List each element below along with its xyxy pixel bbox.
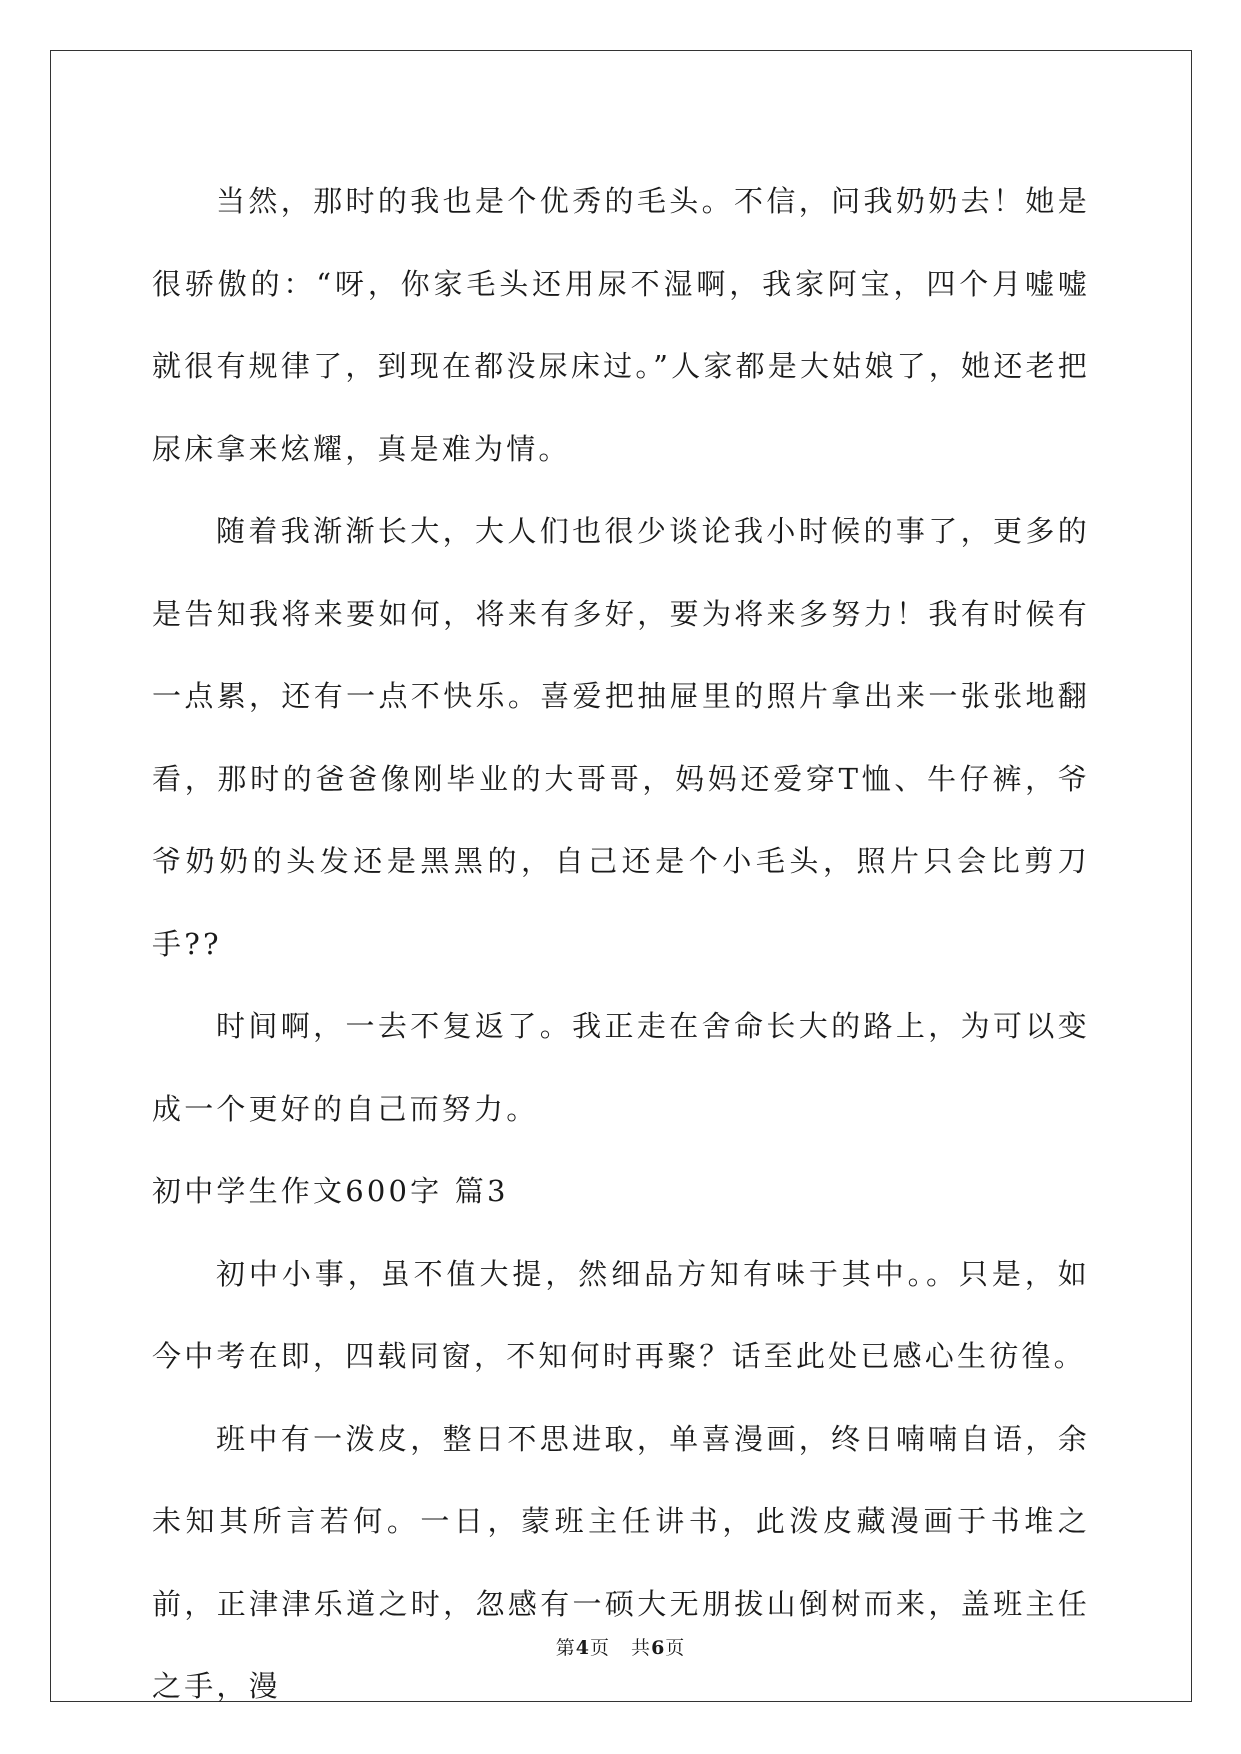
document-body bbox=[152, 160, 1090, 1728]
paragraph-1: 当然，那时的我也是个优秀的毛头。不信，问我奶奶去！她是很骄傲的：“呀，你家毛头还用尿不湿啊，我家阿宝，四个月嘘嘘就很有规律了，到现在都没尿床过。”人家都是大姑娘了，她还老把尿床拿来炫耀，真是难为情。 bbox=[152, 184, 1090, 466]
footer-page-number: 4 bbox=[575, 1637, 590, 1659]
page-footer bbox=[0, 1633, 1241, 1660]
paragraph-5: 班中有一泼皮，整日不思进取，单喜漫画，终日喃喃自语，余未知其所言若何。一日，蒙班主任讲书，此泼皮藏漫画于书堆之前，正津津乐道之时，忽感有一硕大无朋拔山倒树而来，盖班主任之手，漫 bbox=[152, 1421, 1090, 1703]
footer-mid: 页 共 bbox=[589, 1637, 652, 1659]
footer-total-pages: 6 bbox=[651, 1637, 666, 1659]
footer-suffix: 页 bbox=[665, 1637, 686, 1659]
footer-prefix: 第 bbox=[555, 1637, 576, 1659]
section-heading: 初中学生作文600字 篇3 bbox=[152, 1174, 509, 1208]
paragraph-2: 随着我渐渐长大，大人们也很少谈论我小时候的事了，更多的是告知我将来要如何，将来有多好，要为将来多努力！我有时候有一点累，还有一点不快乐。喜爱把抽屉里的照片拿出来一张张地翻看，那时的爸爸像刚毕业的大哥哥，妈妈还爱穿T恤、牛仔裤，爷爷奶奶的头发还是黑黑的，自己还是个小毛头，照片只会比剪刀手?? bbox=[152, 514, 1090, 961]
paragraph-3: 时间啊，一去不复返了。我正走在舍命长大的路上，为可以变成一个更好的自己而努力。 bbox=[152, 1009, 1090, 1126]
paragraph-4: 初中小事，虽不值大提，然细品方知有味于其中。。只是，如今中考在即，四载同窗，不知何时再聚？话至此处已感心生彷徨。 bbox=[152, 1256, 1090, 1373]
